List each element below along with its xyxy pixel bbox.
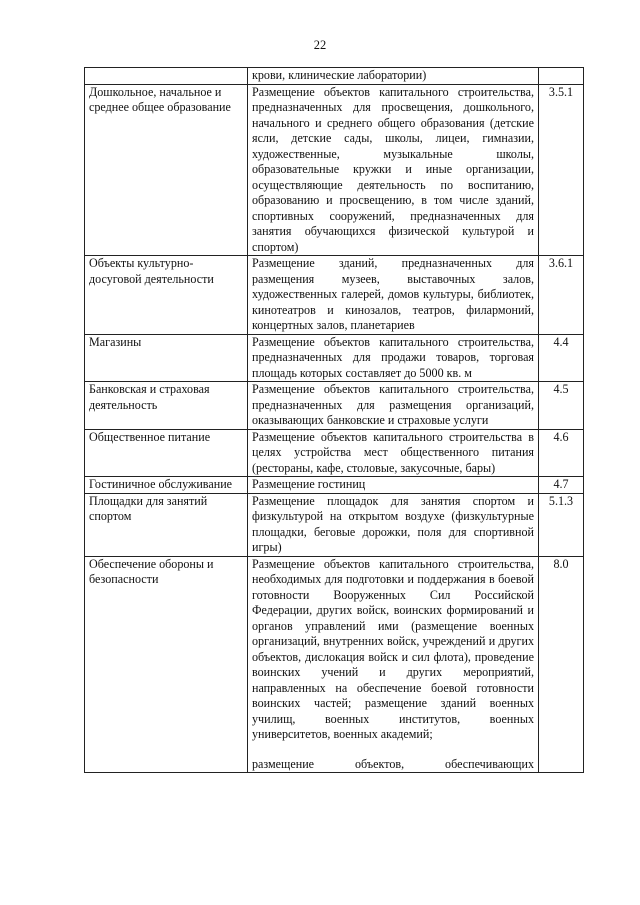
use-code-cell: 4.4	[539, 334, 584, 382]
land-use-table	[84, 67, 584, 773]
use-name-cell: Обеспечение обороны и безопасности	[85, 556, 248, 773]
use-description-cell: Размещение объектов капитального строительства в целях устройства мест общественного питания (рестораны, кафе, столовые, закусочные, бары)	[248, 429, 539, 477]
table-row	[85, 382, 584, 430]
use-code-cell: 4.7	[539, 477, 584, 494]
use-description-cell: Размещение объектов капитального строительства, предназначенных для просвещения, дошкольного, начального и среднего общего образования (детские ясли, детские сады, школы, лицеи, гимназии, художественные, музыкальные школы, образовательные кружки и иные организации, осуществляющие деятельность по воспитанию, образованию и просвещению, в том числе зданий, спортивных сооружений, предназначенных для занятия обучающихся физической культурой и спортом)	[248, 84, 539, 256]
use-name-cell: Общественное питание	[85, 429, 248, 477]
use-name-cell: Дошкольное, начальное и среднее общее образование	[85, 84, 248, 256]
use-description-continued: размещение объектов, обеспечивающих	[252, 756, 534, 771]
use-description-cell: крови, клинические лаборатории)	[248, 68, 539, 85]
use-code-cell: 5.1.3	[539, 493, 584, 556]
table-row	[85, 556, 584, 773]
use-name-cell: Магазины	[85, 334, 248, 382]
page-number: 22	[313, 38, 327, 52]
use-description-cell	[248, 556, 539, 773]
table-row	[85, 477, 584, 494]
use-description-cell: Размещение объектов капитального строительства, предназначенных для размещения организаций, оказывающих банковские и страховые услуги	[248, 382, 539, 430]
use-name-cell: Банковская и страховая деятельность	[85, 382, 248, 430]
table-row	[85, 493, 584, 556]
use-name-cell: Площадки для занятий спортом	[85, 493, 248, 556]
use-code-cell: 3.6.1	[539, 256, 584, 335]
use-code-cell	[539, 68, 584, 85]
table-row	[85, 334, 584, 382]
table-row	[85, 84, 584, 256]
use-code-cell: 8.0	[539, 556, 584, 773]
use-name-cell: Объекты культурно-досуговой деятельности	[85, 256, 248, 335]
use-description-cell: Размещение площадок для занятия спортом и физкультурой на открытом воздухе (физкультурные площадки, беговые дорожки, поля для спортивной игры)	[248, 493, 539, 556]
table-row	[85, 429, 584, 477]
use-description-cell: Размещение гостиниц	[248, 477, 539, 494]
table-row	[85, 68, 584, 85]
use-code-cell: 3.5.1	[539, 84, 584, 256]
use-code-cell: 4.5	[539, 382, 584, 430]
use-code-cell: 4.6	[539, 429, 584, 477]
use-name-cell	[85, 68, 248, 85]
table-row	[85, 256, 584, 335]
use-description-cell: Размещение зданий, предназначенных для размещения музеев, выставочных залов, художественных галерей, домов культуры, библиотек, кинотеатров и кинозалов, театров, филармоний, концертных залов, планетариев	[248, 256, 539, 335]
paragraph-spacer	[252, 743, 534, 757]
use-description-text: Размещение объектов капитального строительства, необходимых для подготовки и поддержания в боевой готовности Вооруженных Сил Российской Федерации, других войск, воинских формирований и органов управлений ими (размещение военных организаций, внутренних войск, учреждений и других объектов, дислокация войск и сил флота), проведение воинских учений и других мероприятий, направленных на обеспечение боевой готовности воинских частей; размещение зданий военных училищ, военных институтов, военных университетов, военных академий;	[252, 556, 534, 741]
use-name-cell: Гостиничное обслуживание	[85, 477, 248, 494]
use-description-cell: Размещение объектов капитального строительства, предназначенных для продажи товаров, торговая площадь которых составляет до 5000 кв. м	[248, 334, 539, 382]
